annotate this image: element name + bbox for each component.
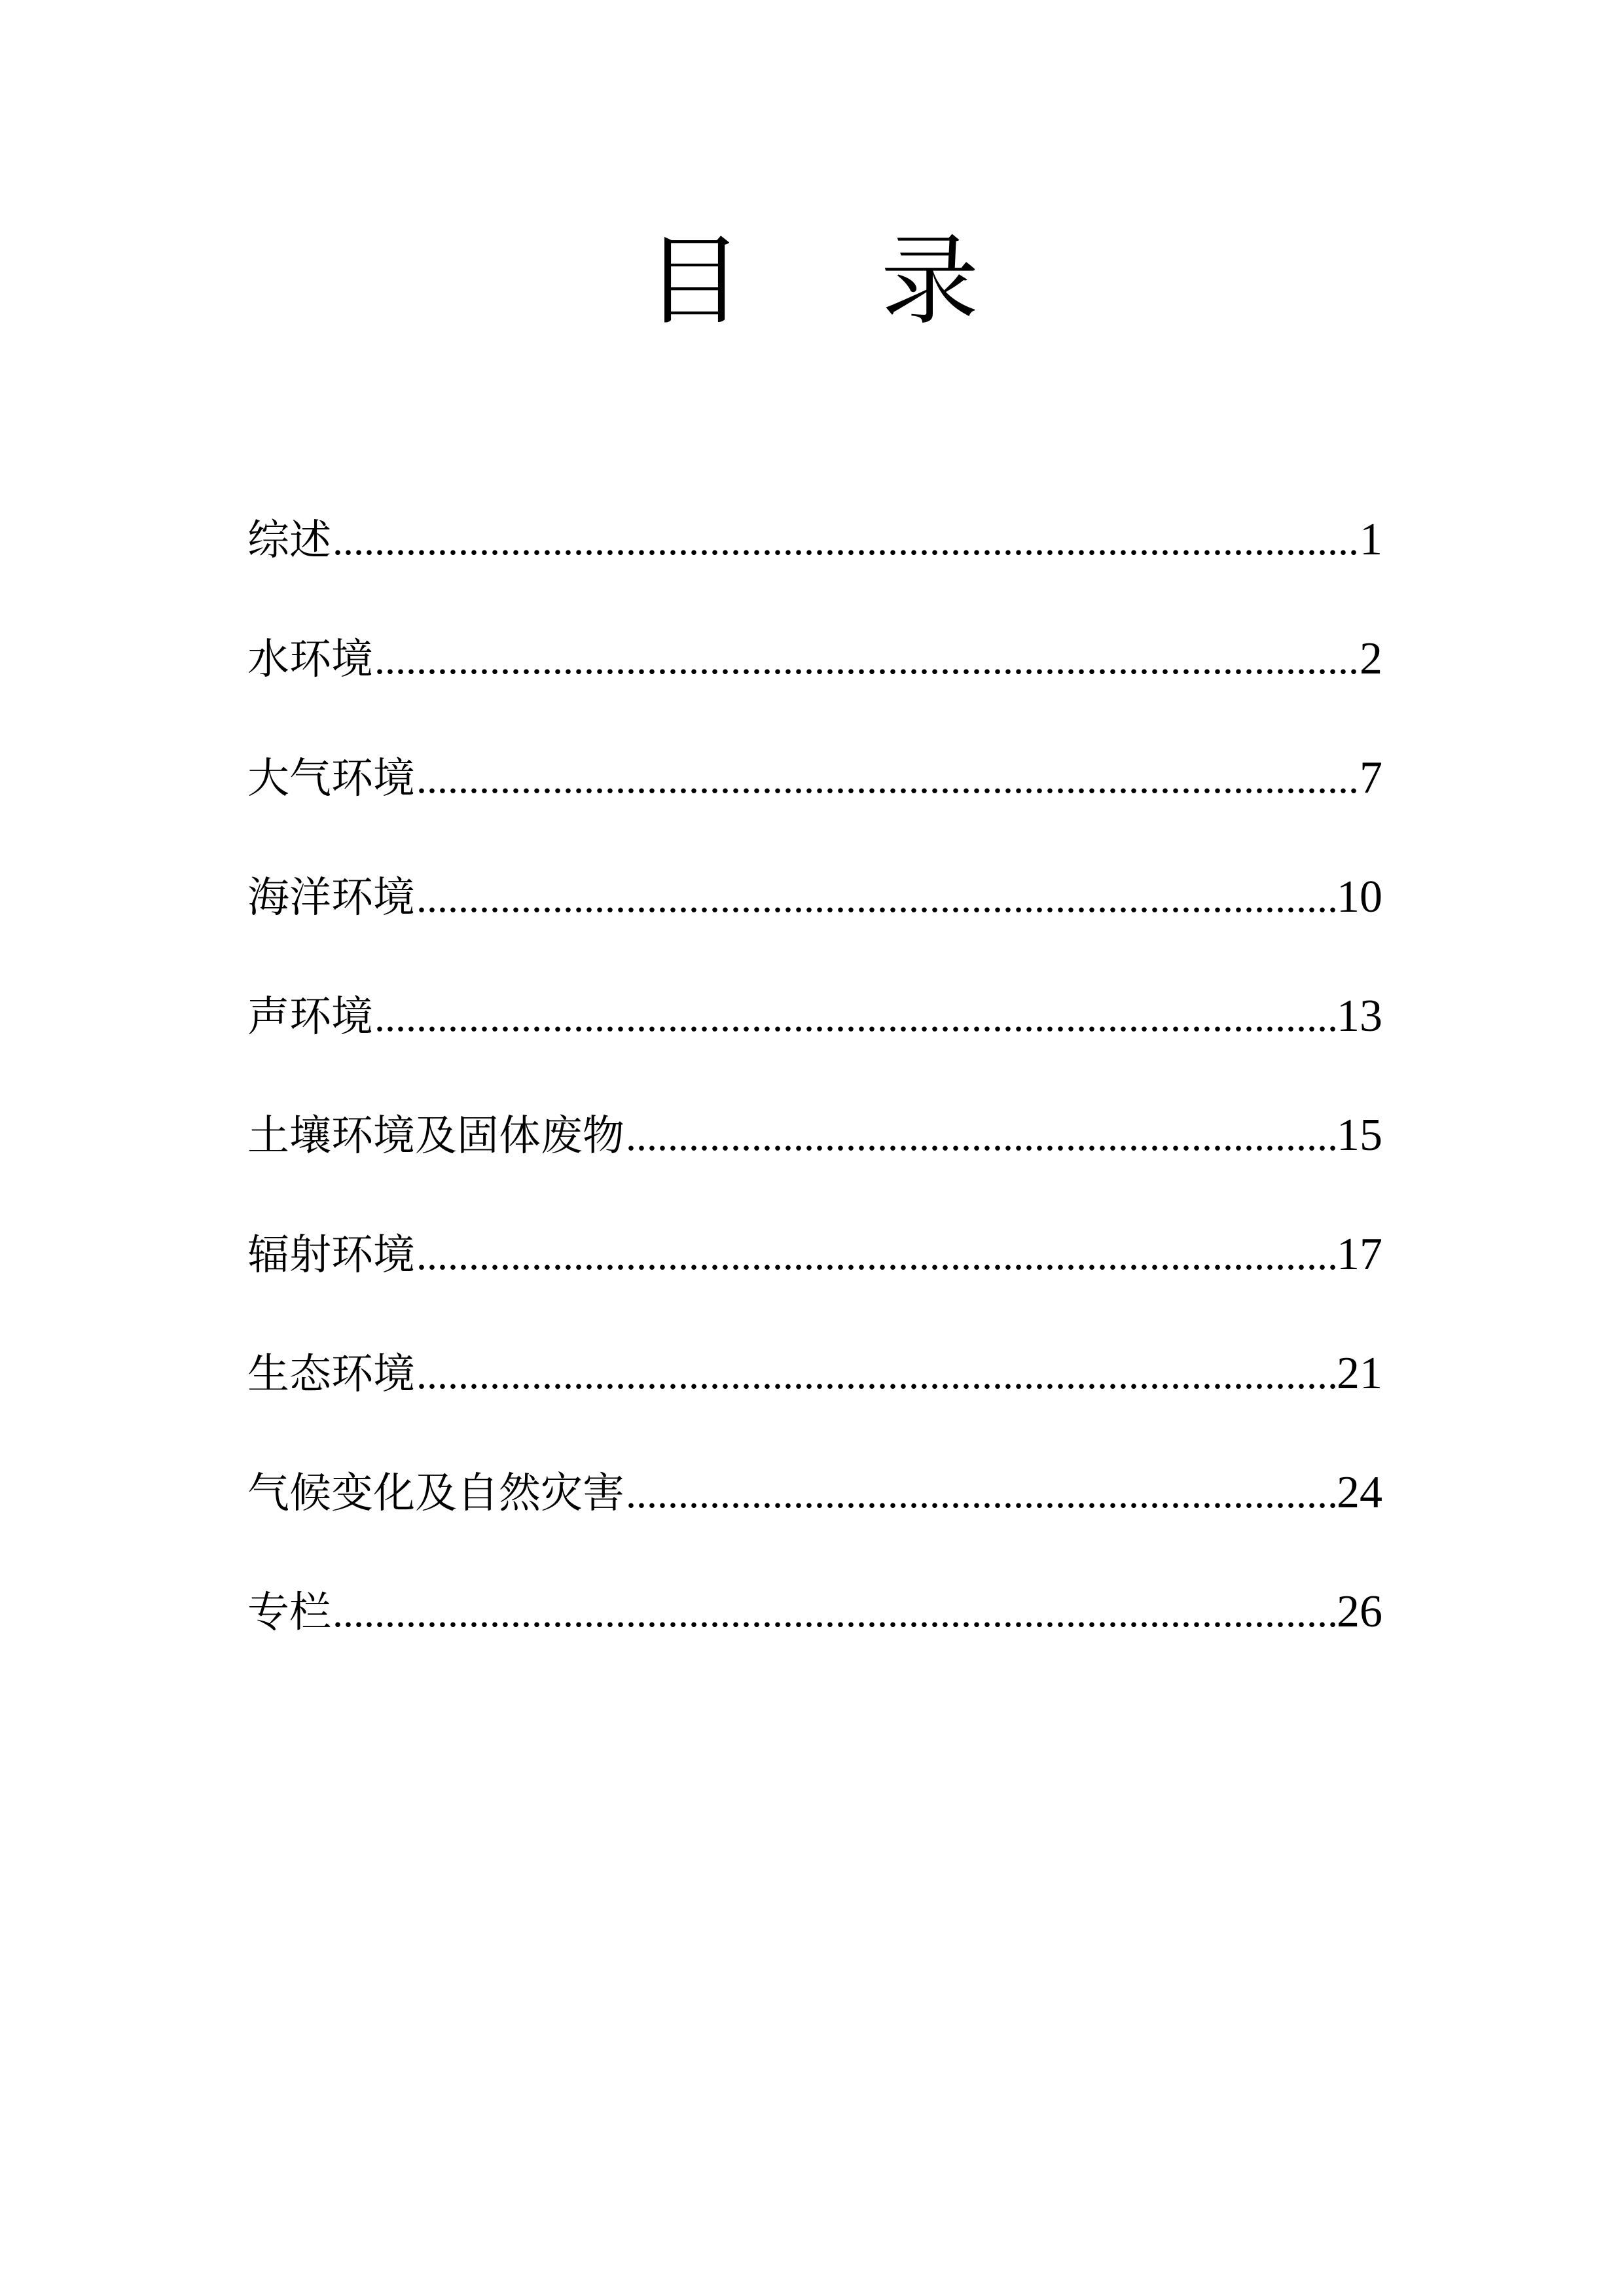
toc-entry-air[interactable]: [247, 749, 1382, 868]
dot-leader: [416, 869, 1335, 927]
toc-entry-label: 生态环境: [247, 1350, 415, 1399]
toc-entry-page-number: 10: [1337, 872, 1382, 922]
toc-entry-label: 水环境: [247, 636, 373, 684]
toc-entry-overview[interactable]: [247, 511, 1382, 630]
toc-entry-label: 海洋环境: [247, 874, 415, 922]
dot-leader: [626, 1464, 1335, 1523]
toc-entry-label: 综述: [247, 516, 331, 565]
toc-entry-page-number: 7: [1360, 753, 1382, 803]
toc-entry-page-number: 13: [1337, 991, 1382, 1041]
toc-entry-page-number: 1: [1360, 514, 1382, 565]
dot-leader: [416, 1226, 1335, 1285]
dot-leader: [374, 630, 1358, 689]
dot-leader: [374, 988, 1335, 1047]
toc-entry-radiation[interactable]: [247, 1225, 1382, 1344]
toc-entry-label: 土壤环境及固体废物: [247, 1112, 624, 1160]
toc-entry-page-number: 17: [1337, 1229, 1382, 1280]
table-of-contents: [247, 511, 1382, 1702]
toc-entry-soil-waste[interactable]: [247, 1106, 1382, 1225]
dot-leader: [416, 1345, 1335, 1404]
toc-entry-label: 大气环境: [247, 755, 415, 803]
toc-entry-climate-disasters[interactable]: [247, 1463, 1382, 1583]
toc-entry-page-number: 2: [1360, 634, 1382, 684]
toc-title: 目录: [645, 224, 1117, 338]
dot-leader: [416, 749, 1358, 808]
toc-entry-water[interactable]: [247, 630, 1382, 749]
toc-entry-label: 声环境: [247, 993, 373, 1041]
toc-entry-label: 气候变化及自然灾害: [247, 1469, 624, 1518]
dot-leader: [333, 1583, 1335, 1642]
toc-entry-page-number: 15: [1337, 1110, 1382, 1160]
dot-leader: [333, 511, 1358, 570]
toc-entry-label: 辐射环境: [247, 1231, 415, 1280]
toc-entry-page-number: 24: [1337, 1467, 1382, 1518]
toc-entry-sound[interactable]: [247, 987, 1382, 1106]
toc-entry-page-number: 21: [1337, 1348, 1382, 1399]
toc-entry-label: 专栏: [247, 1588, 331, 1637]
toc-entry-page-number: 26: [1337, 1587, 1382, 1637]
toc-entry-marine[interactable]: [247, 868, 1382, 987]
toc-entry-column[interactable]: [247, 1583, 1382, 1702]
dot-leader: [626, 1107, 1335, 1166]
toc-entry-ecology[interactable]: [247, 1344, 1382, 1463]
